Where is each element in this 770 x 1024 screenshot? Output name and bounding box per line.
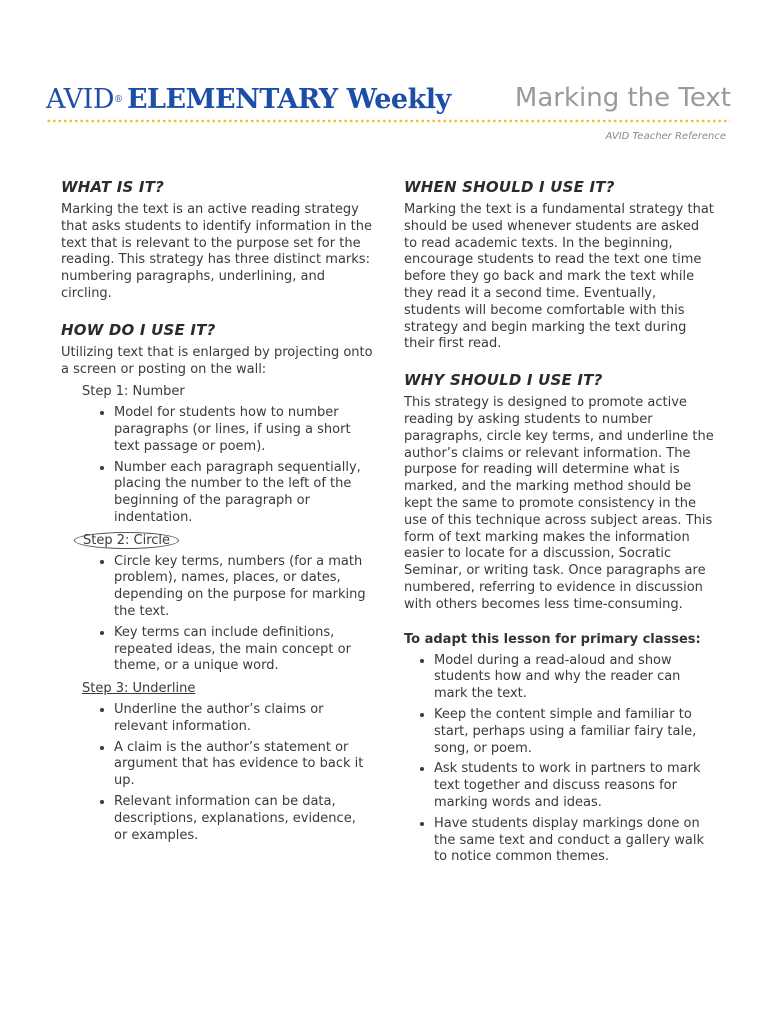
list-item: • Have students display markings done on the same text and conduct a gallery walk to notice common themes. bbox=[434, 816, 716, 866]
step-1-list bbox=[61, 405, 373, 527]
list-item: • Underline the author’s claims or relevant information. bbox=[114, 702, 373, 736]
how-intro-text: Utilizing text that is enlarged by projecting onto a screen or posting on the wall: bbox=[61, 344, 373, 377]
step-1-label: Step 1: Number bbox=[82, 384, 185, 400]
list-item: • Model during a read-aloud and show students how and why the reader can mark the text. bbox=[434, 653, 716, 703]
list-item: • Key terms can include definitions, repeated ideas, the main concept or theme, or a unique word. bbox=[114, 625, 373, 675]
adapt-lesson-title: To adapt this lesson for primary classes: bbox=[404, 631, 701, 647]
list-item: • Relevant information can be data, descriptions, explanations, evidence, or examples. bbox=[114, 794, 373, 844]
list-item: • Number each paragraph sequentially, placing the number to the left of the beginning of the paragraph or indentation. bbox=[114, 460, 373, 527]
what-is-it-heading: WHAT IS IT? bbox=[61, 178, 165, 196]
step-2-list bbox=[61, 554, 373, 676]
page-header bbox=[46, 82, 736, 122]
logo-registered-mark: ® bbox=[113, 94, 123, 105]
logo-avid: AVID bbox=[46, 84, 114, 115]
adapt-lesson-list bbox=[404, 653, 716, 867]
left-column bbox=[61, 178, 373, 850]
list-item: • A claim is the author’s statement or argument that has evidence to back it up. bbox=[114, 740, 373, 790]
why-text: This strategy is designed to promote active reading by asking students to number paragraphs, circle key terms, and underline the author’s claims or relevant information. The purpose for reading will determine what is marked, and the marking method should be kept the same to promote consistency in the use of this technique across subject areas. This form of text marking makes the information easier to locate for a discussion, Socratic Seminar, or writing task. Once paragraphs are numbered, referring to evidence in discussion with others becomes less time-consuming. bbox=[404, 395, 714, 612]
when-text: Marking the text is a fundamental strategy that should be used whenever students are asked to read academic texts. In the beginning, encourage students to read the text one time before they go back and mark the text while they read it a second time. Eventually, students will become comfortable with this strategy and begin marking the text during their first read. bbox=[404, 202, 714, 352]
list-item: • Model for students how to number paragraphs (or lines, if using a short text passage or poem). bbox=[114, 405, 373, 455]
dotted-divider bbox=[46, 119, 730, 123]
how-do-i-use-it-heading: HOW DO I USE IT? bbox=[61, 320, 216, 339]
logo-brand: ELEMENTARY Weekly bbox=[126, 84, 451, 115]
step-2-label: Step 2: Circle bbox=[82, 533, 373, 550]
right-column bbox=[404, 178, 716, 872]
what-is-it-text: Marking the text is an active reading strategy that asks students to identify information in the text that is relevant to the purpose set for the reading. This strategy has three distinct marks: numbering paragraphs, underlining, and circling. bbox=[61, 202, 372, 301]
list-item: • Ask students to work in partners to mark text together and discuss reasons for marking words and ideas. bbox=[434, 761, 716, 811]
teacher-reference-label: AVID Teacher Reference bbox=[605, 131, 726, 142]
list-item: • Circle key terms, numbers (for a math problem), names, places, or dates, depending on the purpose for marking the text. bbox=[114, 554, 373, 621]
page-topic-title: Marking the Text bbox=[514, 83, 731, 113]
list-item: • Keep the content simple and familiar to start, perhaps using a familiar fairy tale, song, or poem. bbox=[434, 707, 716, 757]
avid-elementary-weekly-logo bbox=[46, 84, 451, 115]
when-should-i-use-it-heading: WHEN SHOULD I USE IT? bbox=[404, 178, 615, 196]
step-3-list bbox=[61, 702, 373, 844]
why-should-i-use-it-heading: WHY SHOULD I USE IT? bbox=[404, 371, 603, 390]
step-3-label: Step 3: Underline bbox=[82, 681, 196, 697]
